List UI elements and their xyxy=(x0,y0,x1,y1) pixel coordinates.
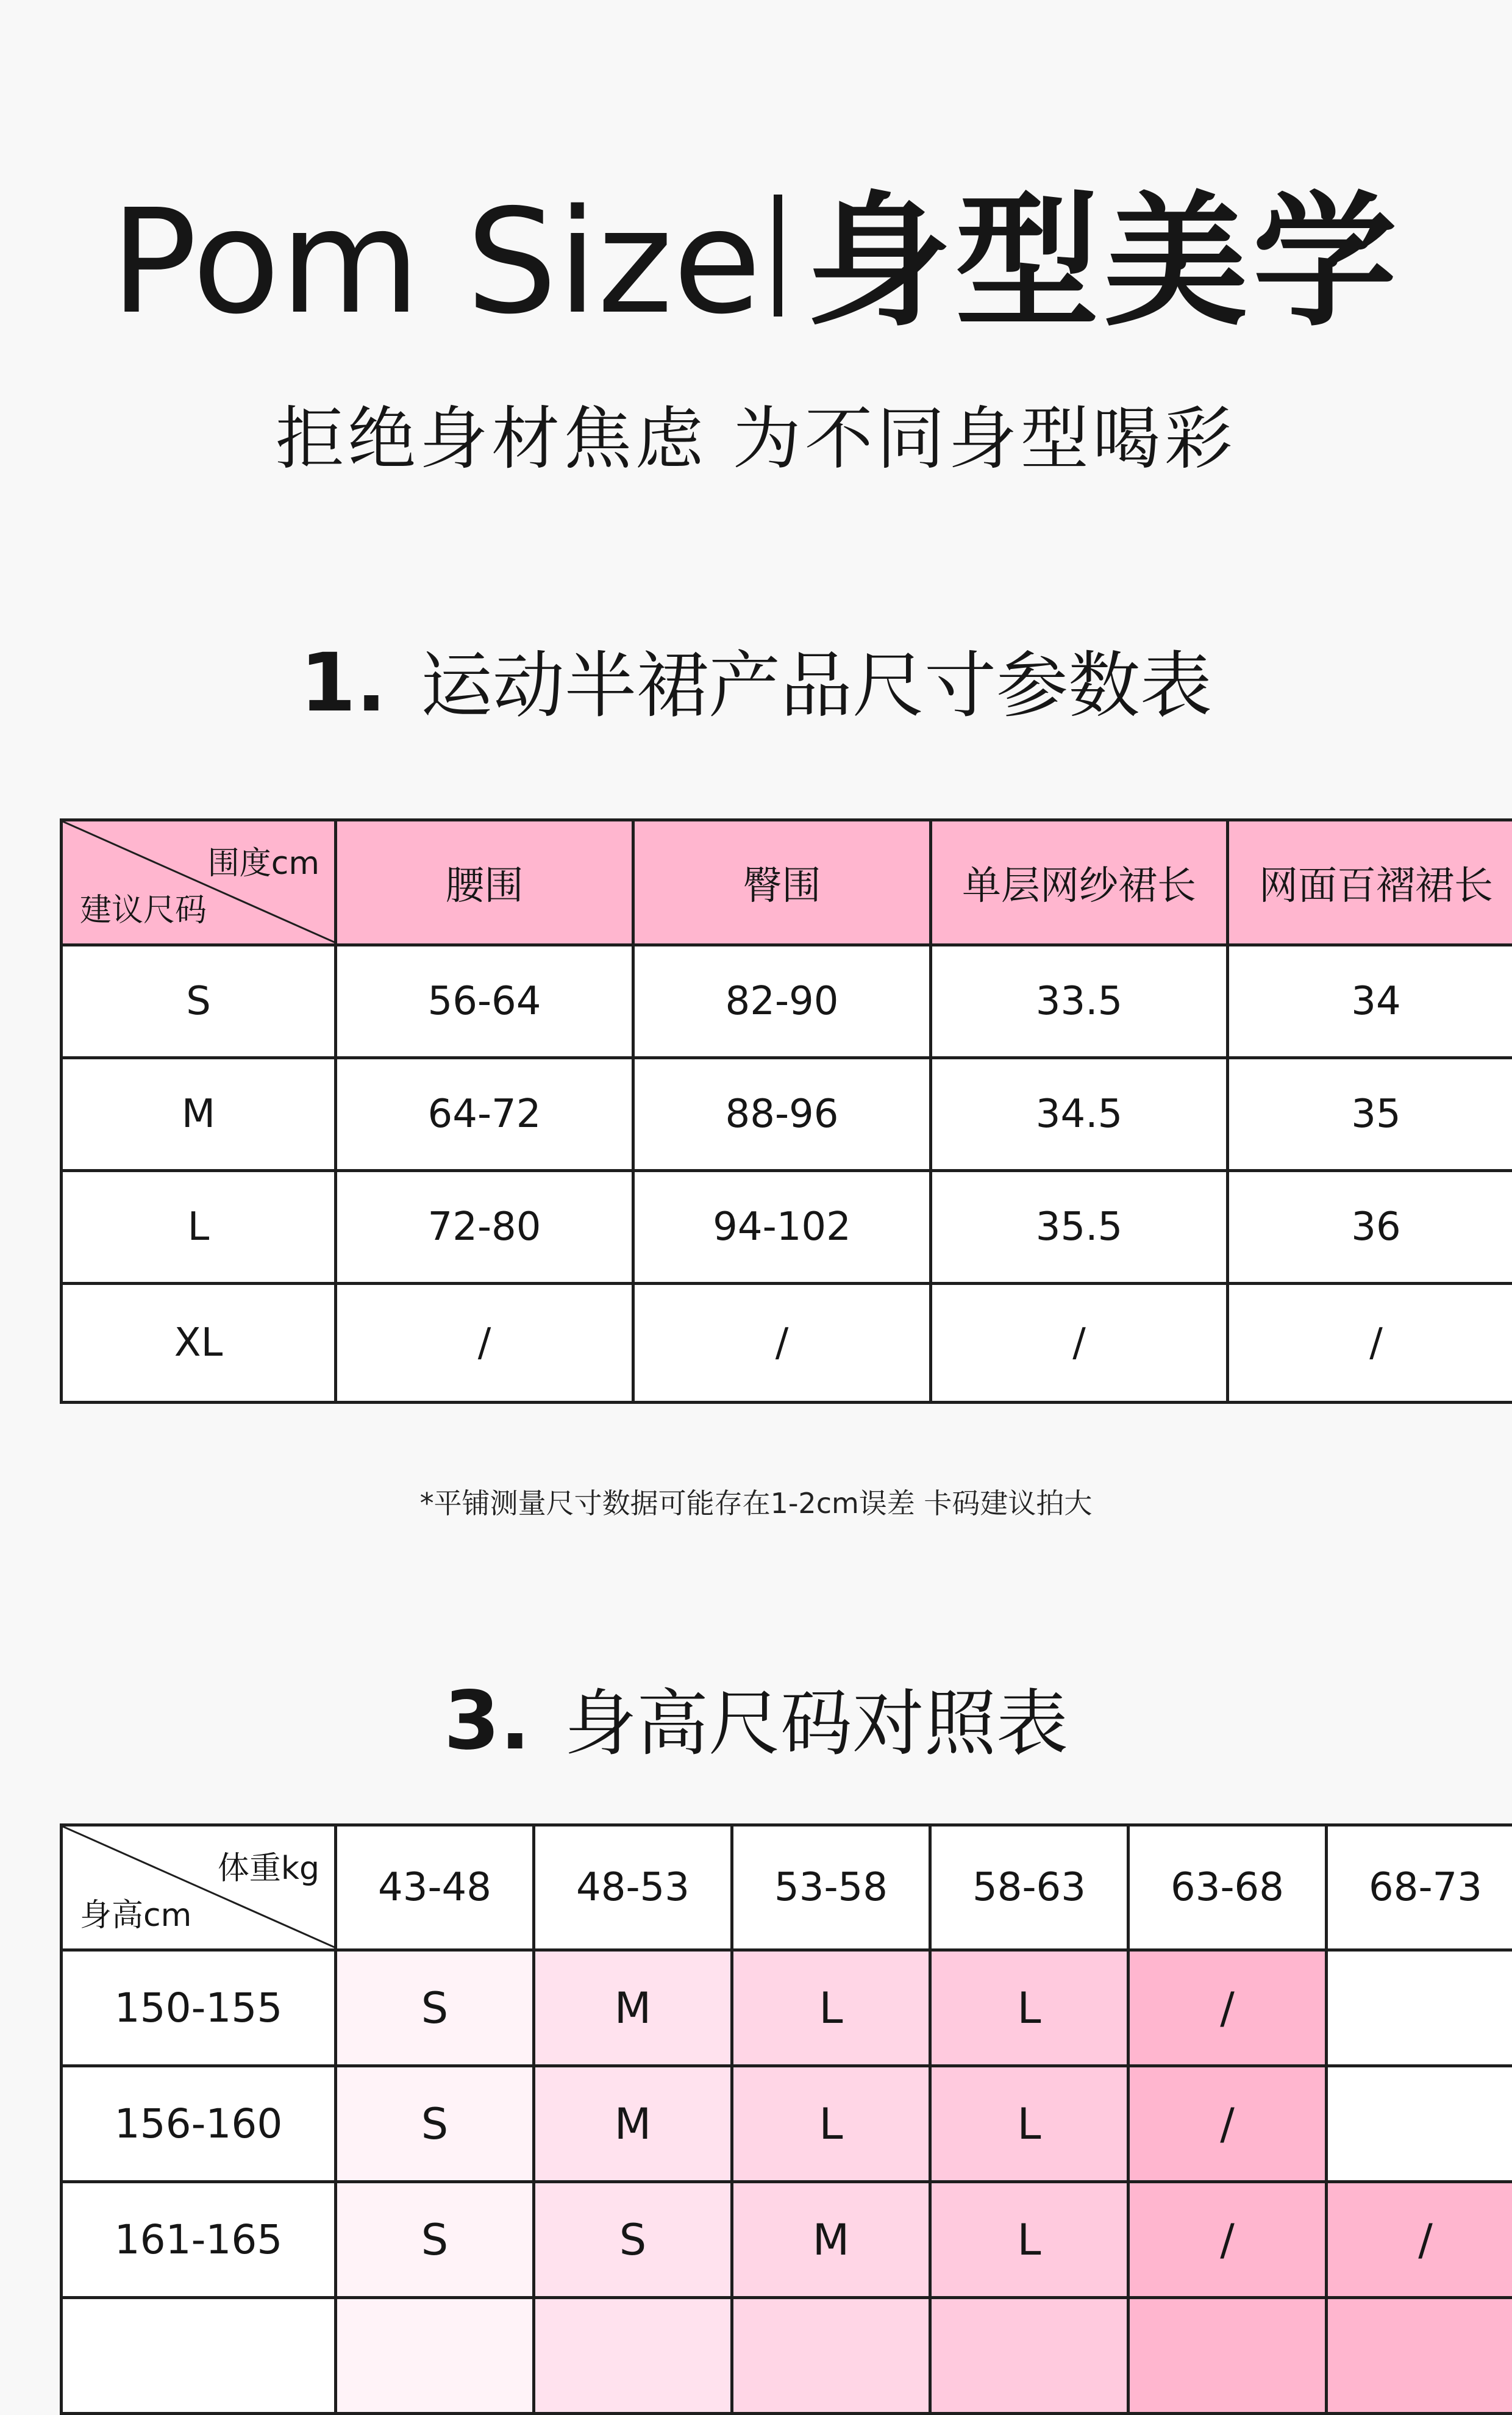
table-cell: 72-80 xyxy=(336,1171,633,1284)
table-cell: L xyxy=(930,1950,1129,2066)
table-cell: 56-64 xyxy=(336,945,633,1058)
weight-column-header: 43-48 xyxy=(336,1825,534,1950)
table-cell: 88-96 xyxy=(633,1058,931,1171)
table-cell xyxy=(1327,1950,1512,2066)
table-cell: 36 xyxy=(1228,1171,1512,1284)
size-label: XL xyxy=(62,1284,336,1403)
table-cell xyxy=(930,2298,1129,2414)
table-cell: M xyxy=(534,1950,732,2066)
corner-cell xyxy=(62,1825,336,1950)
page-subtitle: 拒绝身材焦虑 为不同身型喝彩 xyxy=(0,396,1512,482)
table-cell: / xyxy=(1129,2182,1327,2298)
section2-number: 3. xyxy=(444,1674,530,1768)
section1-heading xyxy=(0,634,1512,732)
table-cell: 34 xyxy=(1228,945,1512,1058)
table-cell: S xyxy=(336,2066,534,2182)
table-cell: 35 xyxy=(1228,1058,1512,1171)
table-cell: / xyxy=(931,1284,1228,1403)
table-cell xyxy=(336,2298,534,2414)
table-cell xyxy=(1327,2066,1512,2182)
title-divider xyxy=(774,195,782,317)
height-label: 161-165 xyxy=(62,2182,336,2298)
table-cell: / xyxy=(1129,2066,1327,2182)
table-cell xyxy=(534,2298,732,2414)
table-cell: 64-72 xyxy=(336,1058,633,1171)
footnote: *平铺测量尺寸数据可能存在1-2cm误差 卡码建议拍大 xyxy=(0,1479,1512,1528)
table-cell xyxy=(1327,2298,1512,2414)
table-cell: M xyxy=(534,2066,732,2182)
table-header-row xyxy=(62,1825,1512,1950)
table-cell xyxy=(1129,2298,1327,2414)
table-cell: S xyxy=(336,2182,534,2298)
table-cell: / xyxy=(1327,2182,1512,2298)
table-cell: 82-90 xyxy=(633,945,931,1058)
table-cell: 34.5 xyxy=(931,1058,1228,1171)
table-cell: / xyxy=(633,1284,931,1403)
table-cell xyxy=(732,2298,930,2414)
column-header: 臀围 xyxy=(633,820,931,945)
table-cell: / xyxy=(1228,1284,1512,1403)
corner-cell xyxy=(62,820,336,945)
table-row xyxy=(62,1058,1512,1171)
size-parameter-table xyxy=(60,818,1512,1404)
table-cell: 35.5 xyxy=(931,1171,1228,1284)
table-cell: S xyxy=(336,1950,534,2066)
table-cell: 33.5 xyxy=(931,945,1228,1058)
section1-title: 运动半裙产品尺寸参数表 xyxy=(421,643,1212,728)
size-label: L xyxy=(62,1171,336,1284)
corner-label-size: 建议尺码 xyxy=(80,884,207,930)
table-cell: L xyxy=(930,2182,1129,2298)
table-cell: / xyxy=(336,1284,633,1403)
weight-column-header: 68-73 xyxy=(1327,1825,1512,1950)
table-row xyxy=(62,1171,1512,1284)
height-size-table xyxy=(60,1823,1512,2415)
weight-column-header: 58-63 xyxy=(930,1825,1129,1950)
weight-column-header: 53-58 xyxy=(732,1825,930,1950)
table-row xyxy=(62,1950,1512,2066)
height-label xyxy=(62,2298,336,2414)
table-cell: L xyxy=(732,2066,930,2182)
height-label: 150-155 xyxy=(62,1950,336,2066)
table-row xyxy=(62,945,1512,1058)
table-cell: L xyxy=(732,1950,930,2066)
corner-label-measure: 围度cm xyxy=(208,837,319,883)
column-header: 网面百褶裙长 xyxy=(1228,820,1512,945)
weight-column-header: 63-68 xyxy=(1129,1825,1327,1950)
size-label: M xyxy=(62,1058,336,1171)
table-cell: S xyxy=(534,2182,732,2298)
title-en: Pom Size xyxy=(110,178,761,346)
table-cell: / xyxy=(1129,1950,1327,2066)
section2-title: 身高尺码对照表 xyxy=(565,1681,1068,1766)
column-header: 单层网纱裙长 xyxy=(931,820,1228,945)
height-label: 156-160 xyxy=(62,2066,336,2182)
table-cell: L xyxy=(930,2066,1129,2182)
weight-column-header: 48-53 xyxy=(534,1825,732,1950)
table-row xyxy=(62,2182,1512,2298)
table-cell: M xyxy=(732,2182,930,2298)
corner-label-height: 身高cm xyxy=(80,1889,191,1935)
size-label: S xyxy=(62,945,336,1058)
table-row xyxy=(62,1284,1512,1403)
column-header: 腰围 xyxy=(336,820,633,945)
corner-label-weight: 体重kg xyxy=(218,1842,319,1888)
title-cn: 身型美学 xyxy=(807,178,1402,346)
section1-number: 1. xyxy=(300,636,387,730)
table-header-row xyxy=(62,820,1512,945)
section2-heading xyxy=(0,1672,1512,1770)
page-title xyxy=(0,183,1512,342)
table-cell: 94-102 xyxy=(633,1171,931,1284)
table-row xyxy=(62,2066,1512,2182)
table-row xyxy=(62,2298,1512,2414)
